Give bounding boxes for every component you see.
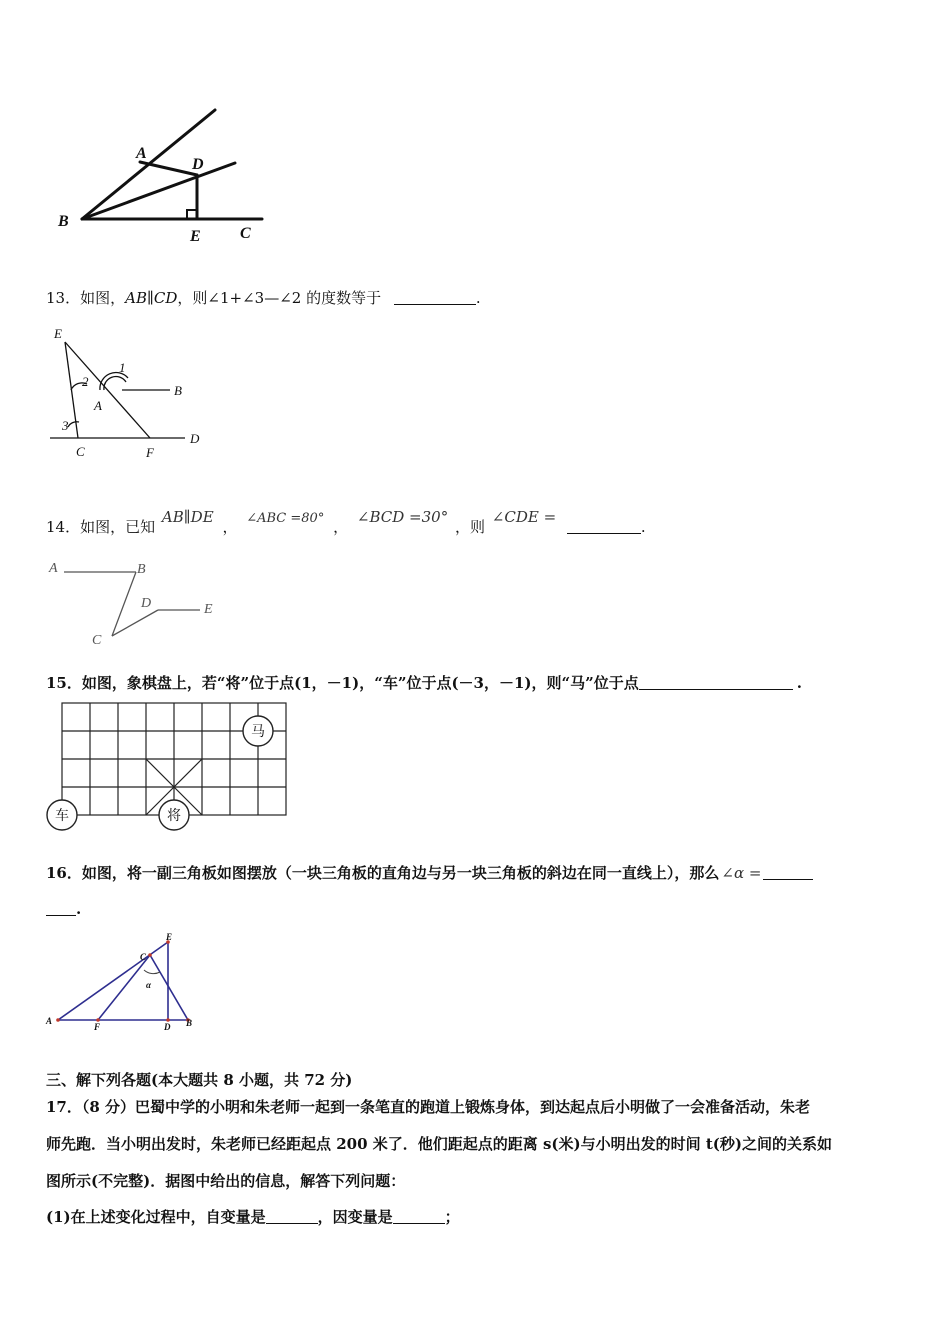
question-text: 如图，: [80, 289, 126, 307]
label-B: B: [58, 213, 69, 230]
label-B: B: [174, 383, 182, 398]
figure-angle-bisector: [40, 100, 280, 245]
label-D: D: [190, 431, 200, 446]
label-alpha: α: [146, 980, 151, 990]
label-E: E: [166, 932, 173, 942]
question-16-blank-continued: [46, 900, 81, 918]
piece-jiang-label: 将: [167, 809, 181, 824]
question-13: [46, 287, 481, 308]
label-C: C: [240, 225, 251, 242]
label-A: A: [94, 398, 102, 413]
question-15: [46, 672, 802, 693]
period: .: [796, 674, 803, 692]
question-text: 如图，象棋盘上，若“将”位于点(1，－1)，“车”位于点(－3，－1)，则“马”位于点: [81, 674, 639, 692]
question-number: 16．: [46, 864, 82, 882]
label-A: A: [46, 1016, 53, 1026]
figure-parallel-lines: [40, 320, 220, 465]
question-number: 14．: [46, 518, 81, 536]
piece-che-label: 车: [55, 809, 69, 824]
question-number: 15．: [46, 674, 82, 692]
chess-piece-che: [47, 800, 77, 830]
answer-blank[interactable]: [639, 675, 793, 690]
chess-piece-jiang: [159, 800, 189, 830]
label-B: B: [137, 562, 146, 577]
label-F: F: [94, 1022, 101, 1032]
figure-broken-line: [40, 556, 230, 651]
answer-blank[interactable]: [567, 519, 641, 534]
question-17-line-2: 师先跑．当小明出发时，朱老师已经距起点 200 米了．他们距起点的距离 s(米)与小明出发的时间 t(秒)之间的关系如: [46, 1135, 832, 1153]
label-D: D: [141, 596, 152, 611]
label-C: C: [76, 444, 85, 459]
question-number: 13．: [46, 289, 81, 307]
question-text: 如图，将一副三角板如图摆放（一块三角板的直角边与另一块三角板的斜边在同一直线上），那么: [81, 864, 720, 882]
section-title: 三、解下列各题(本大题共 8 小题，共 72 分): [46, 1071, 353, 1089]
label-F: F: [146, 445, 154, 460]
semicolon: ；: [444, 1208, 460, 1226]
figure-set-squares: [40, 930, 210, 1035]
sub-question-text: ，因变量是: [317, 1208, 393, 1226]
answer-blank[interactable]: [394, 290, 476, 305]
answer-blank[interactable]: [763, 865, 813, 880]
period: .: [475, 289, 481, 307]
separator: ，: [222, 518, 238, 536]
label-D: D: [164, 1022, 171, 1032]
parallel-condition: AB∥CD: [125, 289, 178, 307]
answer-blank-independent-variable[interactable]: [266, 1209, 318, 1224]
figure-chess-board: [40, 697, 295, 837]
label-1: 1: [119, 360, 126, 375]
label-E: E: [54, 326, 62, 341]
label-E: E: [190, 228, 201, 245]
question-14: [46, 506, 646, 536]
label-D: D: [192, 156, 204, 173]
question-text: ，则∠1+∠3—∠2 的度数等于: [177, 289, 382, 307]
question-17-line-3: 图所示(不完整)．据图中给出的信息，解答下列问题：: [46, 1172, 406, 1190]
separator: ，: [333, 518, 349, 536]
answer-blank-dependent-variable[interactable]: [393, 1209, 445, 1224]
sub-question-text: (1)在上述变化过程中，自变量是: [46, 1208, 266, 1226]
label-E: E: [204, 602, 213, 617]
label-C: C: [92, 633, 102, 648]
math-angle-cde: ∠CDE =: [491, 508, 557, 526]
question-17-line-1: 17．（8 分）巴蜀中学的小明和朱老师一起到一条笔直的跑道上锻炼身体，到达起点后小明做了一会准备活动，朱老: [46, 1098, 811, 1116]
math-angle-abc: ∠ABC =80°: [246, 511, 325, 526]
separator: ，则: [454, 518, 485, 536]
question-17-part-1: [46, 1206, 460, 1227]
label-A: A: [49, 561, 58, 576]
answer-blank-continued[interactable]: [46, 901, 76, 916]
label-3: 3: [62, 418, 69, 433]
question-text: 如图，已知: [80, 518, 156, 536]
period: .: [76, 900, 82, 918]
chess-piece-ma: [243, 716, 273, 746]
label-C: C: [140, 952, 147, 962]
math-angle-alpha: ∠α =: [721, 864, 762, 882]
math-angle-bcd: ∠BCD =30°: [356, 508, 449, 526]
period: .: [640, 518, 646, 536]
question-16: [46, 862, 813, 883]
label-A: A: [136, 145, 147, 162]
piece-ma-label: 马: [251, 725, 265, 740]
math-parallel: AB∥DE: [161, 508, 214, 526]
label-B: B: [186, 1018, 193, 1028]
label-2: 2: [82, 374, 89, 389]
